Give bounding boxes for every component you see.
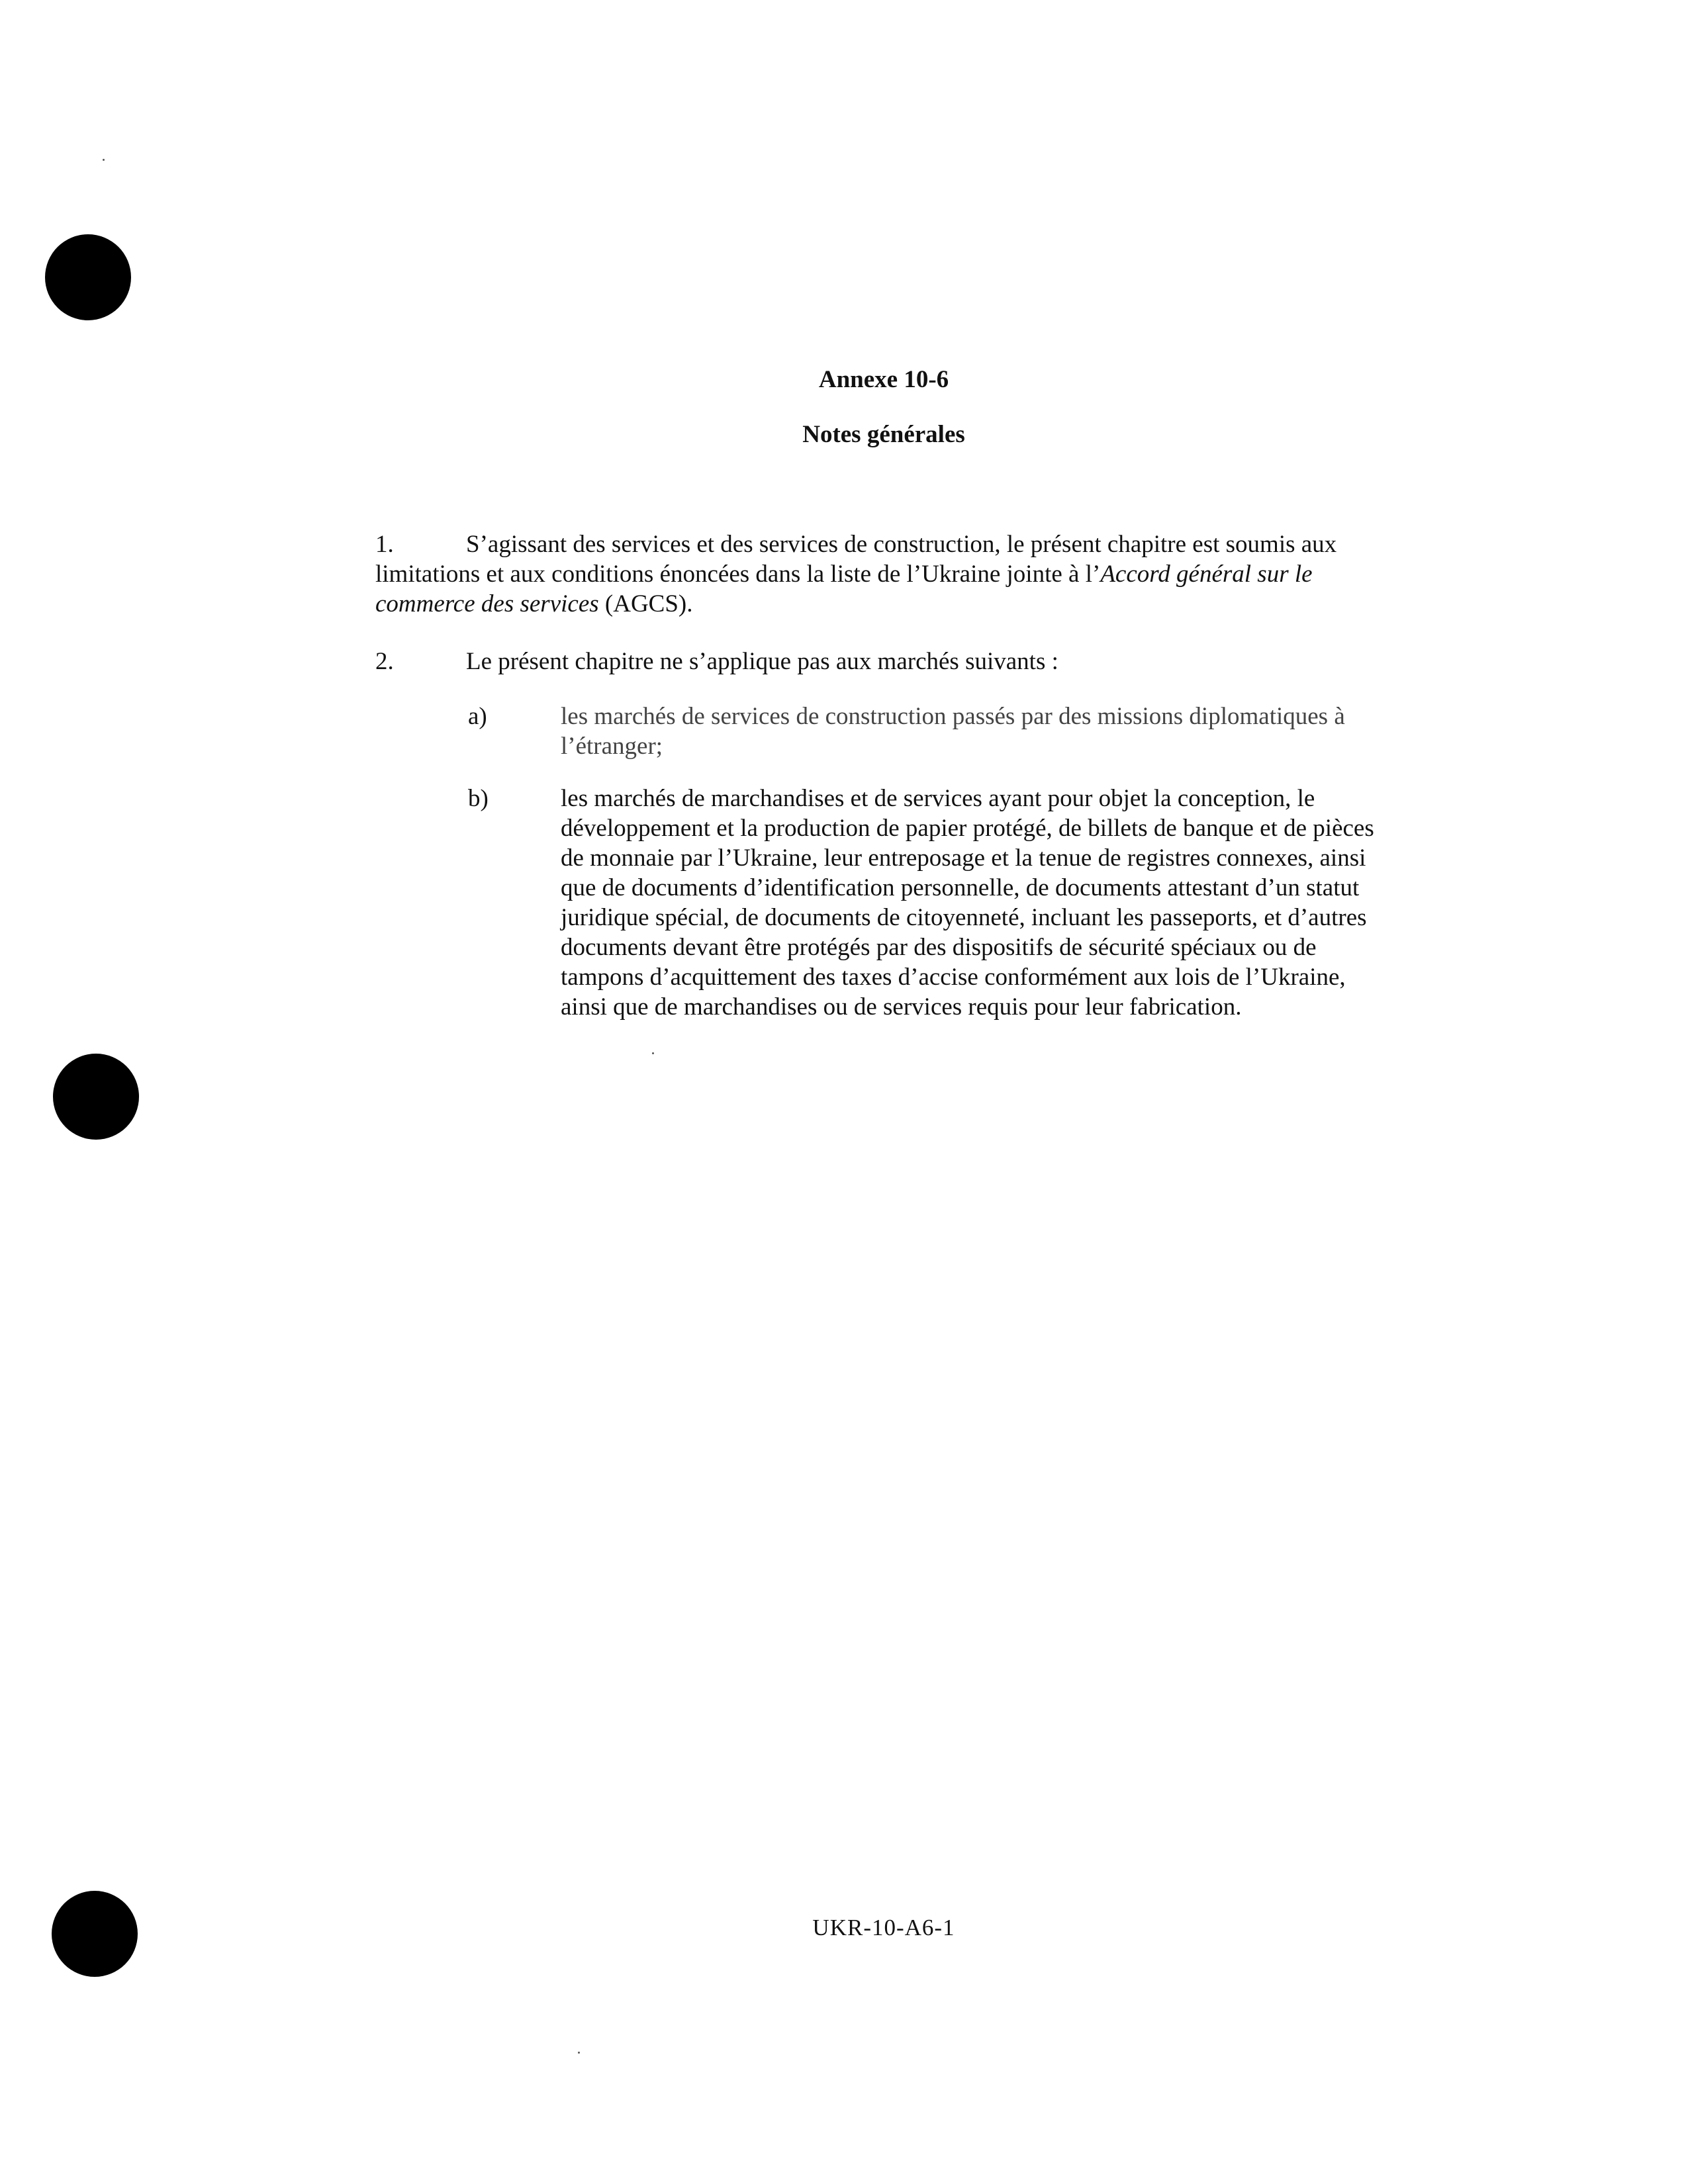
paragraph-number: 2.: [375, 648, 394, 675]
annex-title: Annexe 10-6: [818, 366, 949, 393]
document-reference-code: UKR-10-A6-1: [812, 1915, 955, 1940]
sub-item-label: a): [468, 703, 487, 730]
punch-hole-middle: [53, 1054, 139, 1140]
paragraph-text: S’agissant des services et des services de construction, le présent chapitre est soumis aux limitations et aux conditions énoncées dans la liste de l’Ukraine jointe à l’: [375, 531, 1337, 588]
paragraph-2: [375, 647, 1395, 676]
sub-item-text: les marchés de services de construction passés par des missions diplomatiques à l’étranger;: [561, 703, 1345, 760]
paragraph-text-end: (AGCS).: [598, 590, 693, 617]
section-title: Notes générales: [802, 421, 965, 448]
sub-item-label: b): [468, 785, 489, 812]
scan-speck: [578, 2052, 580, 2054]
paragraph-number: 1.: [375, 531, 394, 558]
punch-hole-top: [45, 234, 131, 320]
sub-item-text: les marchés de marchandises et de services ayant pour objet la conception, le développement et la production de papier protégé, de billets de banque et de pièces de monnaie par l’Ukraine, leur entreposage et la tenue de registres connexes, ainsi que de documents d’identification personnelle, de documents attestant d’un statut juridique spécial, de documents de citoyenneté, incluant les passeports, et d’autres documents devant être protégés par des dispositifs de sécurité spéciaux ou de tampons d’acquittement des taxes d’accise conformément aux lois de l’Ukraine, ainsi que de marchandises ou de services requis pour leur fabrication.: [561, 785, 1374, 1021]
scan-speck: [103, 159, 105, 161]
scan-speck: [652, 1052, 654, 1054]
paragraph-text: Le présent chapitre ne s’applique pas aux marchés suivants :: [466, 648, 1058, 675]
paragraph-1: [375, 529, 1395, 619]
agreement-title: Accord général sur le commerce des services: [375, 561, 1313, 617]
